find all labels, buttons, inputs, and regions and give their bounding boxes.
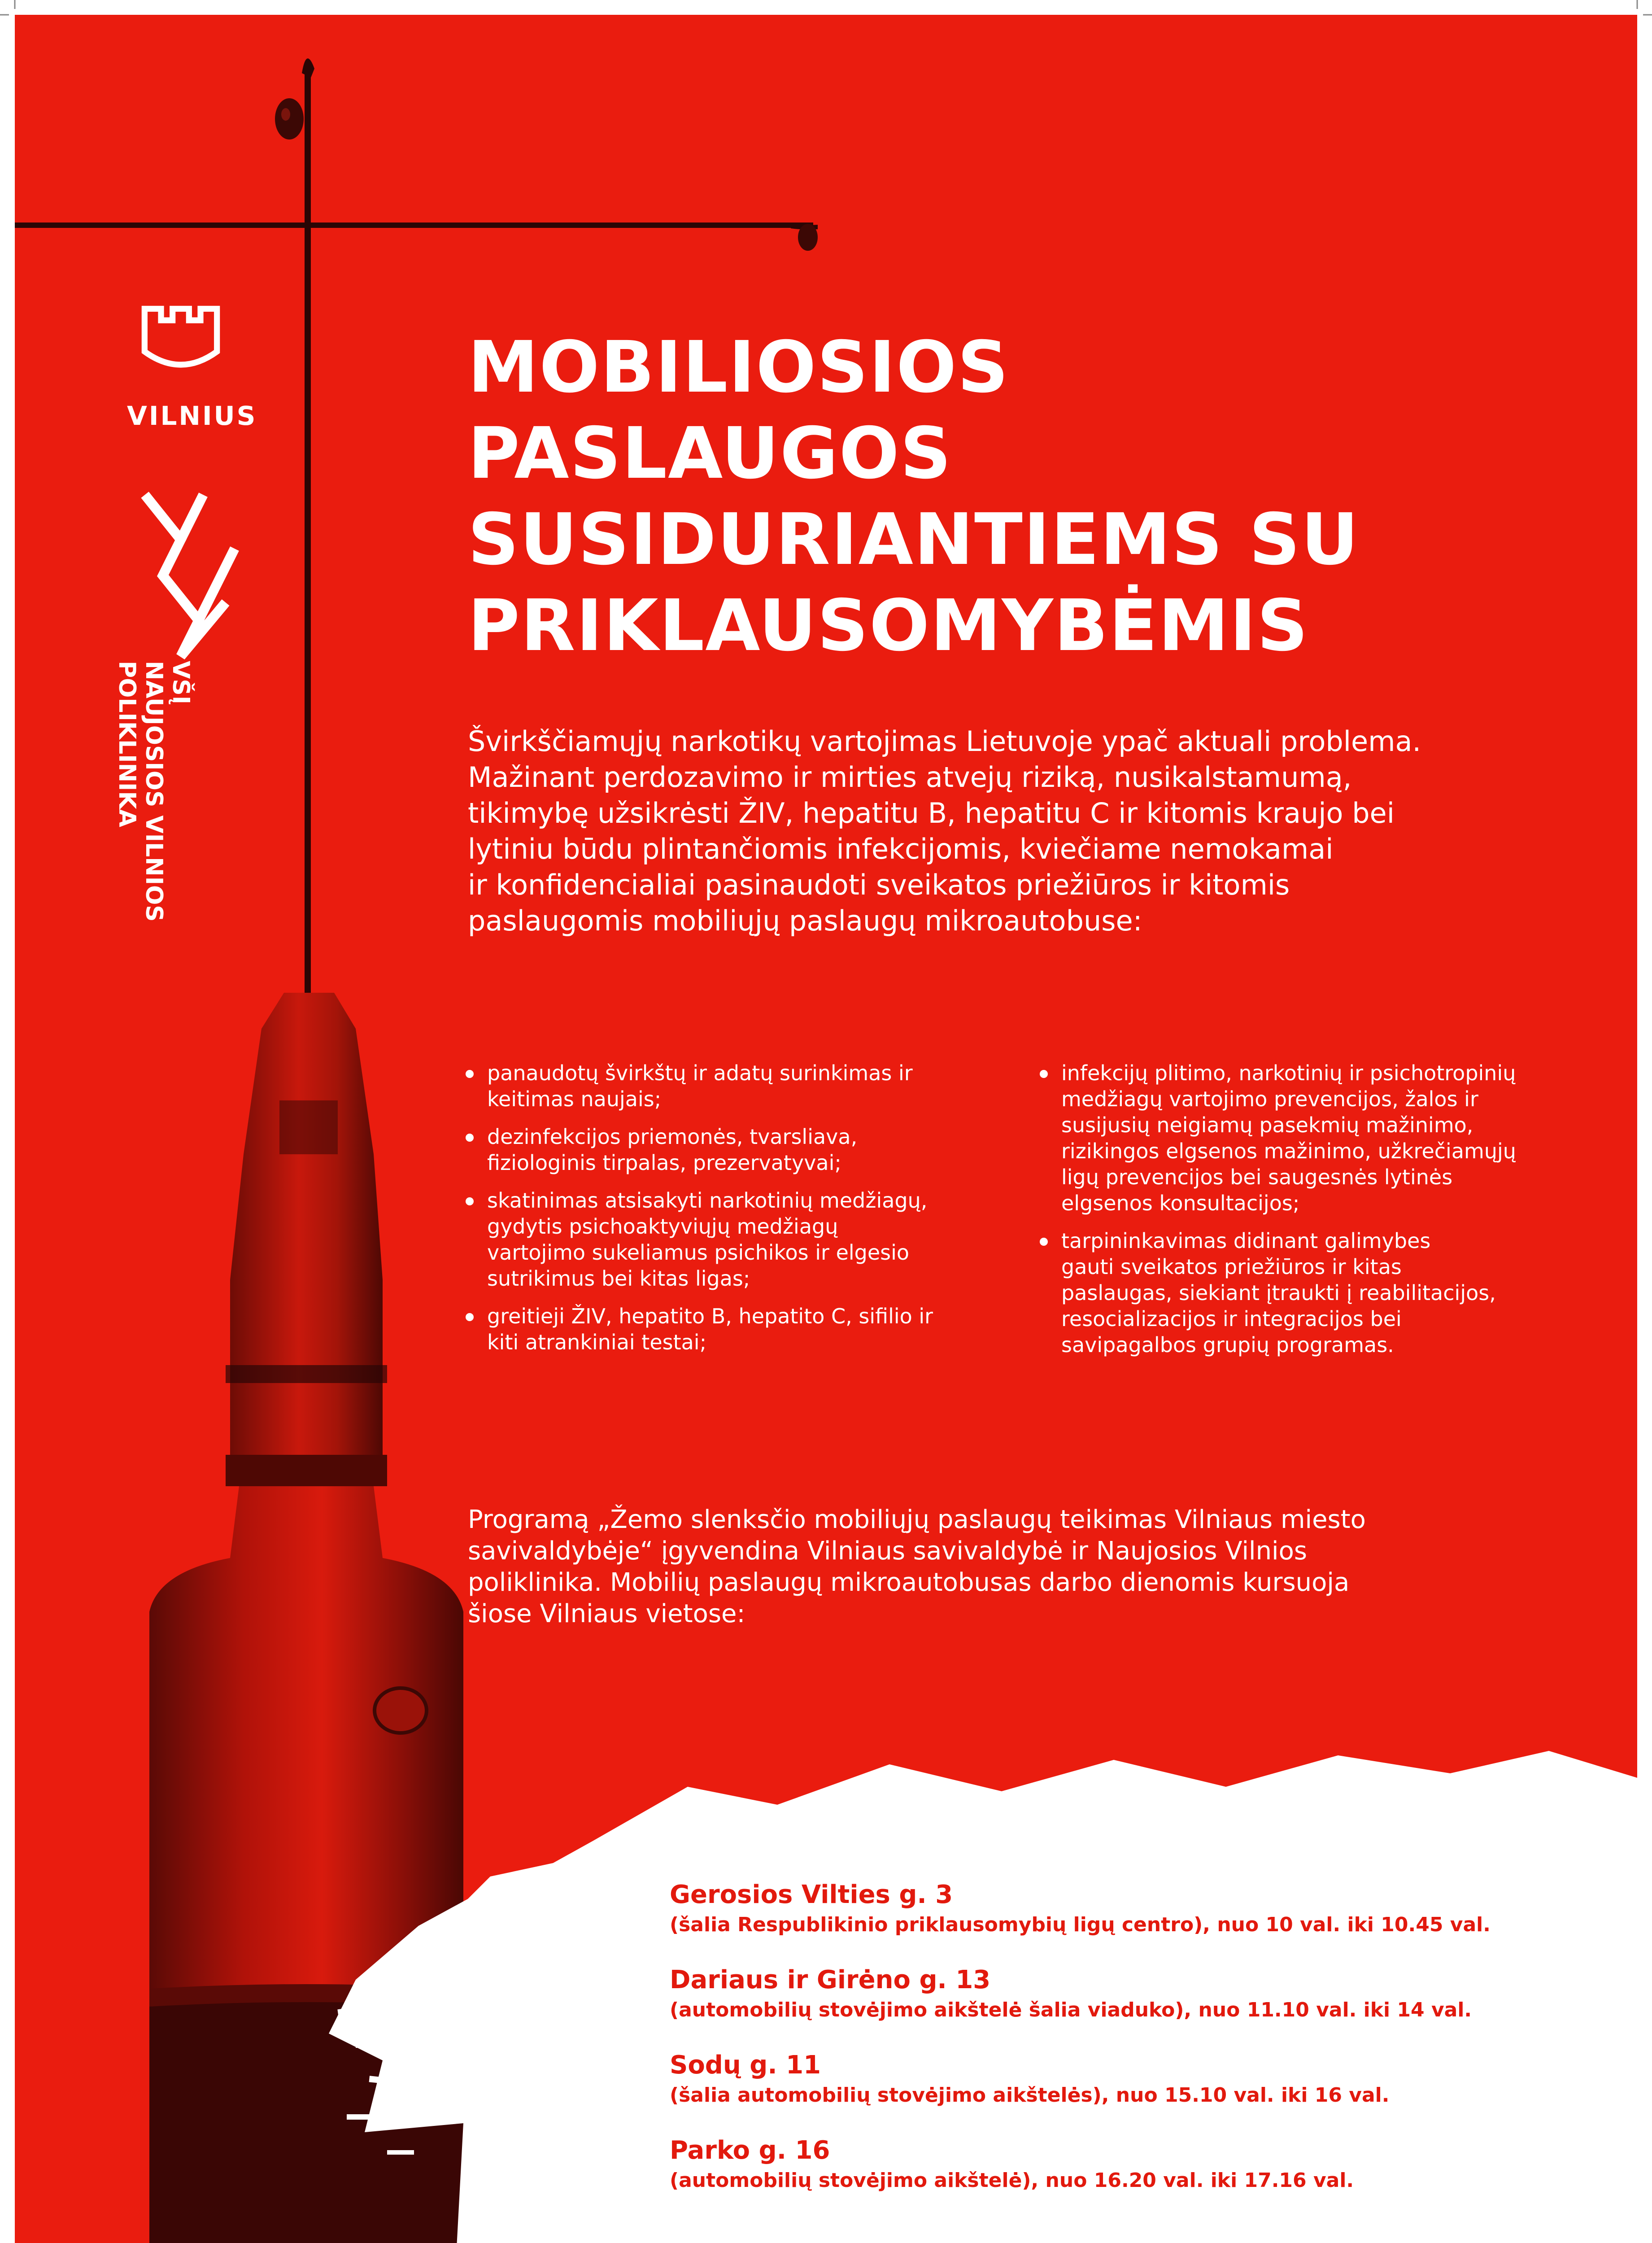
list-item-line: infekcijų plitimo, narkotinių ir psichotropinių [1061,1061,1516,1085]
poliklinika-logo-text [113,661,320,948]
title-line: PRIKLAUSOMYBĖMIS [468,585,1309,667]
bullet-icon [466,1197,474,1205]
location-desc: (šalia Respublikinio priklausomybių ligų centro), nuo 10 val. iki 10.45 val. [670,1913,1491,1936]
poliklinika-line-3: POLIKLINIKA [113,661,140,827]
list-item-line: medžiagų vartojimo prevencijos, žalos ir [1061,1087,1478,1111]
location-entry [670,2134,1634,2195]
list-item [466,1060,1022,1112]
list-item-line: rizikingos elgsenos mažinimo, užkrečiamųjų [1061,1139,1516,1163]
list-item [466,1187,1022,1292]
list-item-line: vartojimo sukeliamus psichikos ir elgesio [487,1240,910,1265]
list-item-line: fiziologinis tirpalas, prezervatyvai; [487,1151,841,1175]
program-line: Programą „Žemo slenksčio mobiliųjų paslaugų teikimas Vilniaus miesto [468,1505,1366,1534]
intro-line: lytiniu būdu plintančiomis infekcijomis, kviečiame nemokamai [468,833,1334,865]
location-desc: (automobilių stovėjimo aikštelė), nuo 16.20 val. iki 17.16 val. [670,2169,1354,2192]
page-title [468,324,1589,669]
location-desc: (automobilių stovėjimo aikštelė šalia viaduko), nuo 11.10 val. iki 14 val. [670,1999,1472,2021]
bullet-icon [466,1134,474,1142]
list-item-line: gydytis psichoaktyviųjų medžiagų [487,1214,838,1239]
castle-tower-icon [131,302,230,378]
list-item-line: elgsenos konsultacijos; [1061,1191,1300,1215]
list-item [466,1124,1022,1176]
bullet-icon [466,1070,474,1078]
list-item-line: greitieji ŽIV, hepatito B, hepatito C, sifilio ir [487,1304,933,1328]
location-entry [670,1964,1634,2024]
intro-line: Mažinant perdozavimo ir mirties atvejų riziką, nusikalstamumą, [468,761,1352,794]
poster [15,15,1637,2243]
intro-line: ir konfidencialiai pasinaudoti sveikatos priežiūros ir kitomis [468,868,1290,901]
list-item [466,1303,1022,1355]
list-item-line: skatinimas atsisakyti narkotinių medžiagų, [487,1188,928,1213]
list-item-line: tarpininkavimas didinant galimybes [1061,1229,1431,1253]
location-desc: (šalia automobilių stovėjimo aikštelės), nuo 15.10 val. iki 16 val. [670,2084,1390,2107]
list-item-line: resocializacijos ir integracijos bei [1061,1307,1402,1331]
program-line: šiose Vilniaus vietose: [468,1599,745,1628]
vilnius-logo-text: VILNIUS [127,401,257,431]
intro-line: tikimybę užsikrėsti ŽIV, hepatitu B, hepatitu C ir kitomis kraujo bei [468,797,1395,829]
location-entry [670,1879,1634,1939]
list-item [1040,1228,1596,1358]
services-list-left [466,1060,1022,1367]
poliklinika-mark-icon [136,486,244,674]
program-line: poliklinika. Mobilių paslaugų mikroautobusas darbo dienomis kursuoja [468,1568,1350,1597]
list-item-line: keitimas naujais; [487,1087,662,1111]
location-name: Parko g. 16 [670,2136,830,2165]
services-list-right [1040,1060,1596,1370]
intro-line: Švirkščiamųjų narkotikų vartojimas Lietuvoje ypač aktuali problema. [468,725,1421,758]
poliklinika-line-2: NAUJOSIOS VILNIOS [140,661,167,922]
bullet-icon [466,1313,474,1321]
list-item-line: paslaugas, siekiant įtraukti į reabilitacijos, [1061,1281,1496,1305]
program-paragraph [468,1504,1544,1630]
bullet-icon [1040,1238,1048,1246]
intro-line: paslaugomis mobiliųjų paslaugų mikroautobuse: [468,904,1142,937]
list-item-line: sutrikimus bei kitas ligas; [487,1266,750,1291]
title-line: MOBILIOSIOS [468,326,1010,409]
location-name: Sodų g. 11 [670,2051,821,2080]
location-name: Dariaus ir Girėno g. 13 [670,1965,991,1994]
list-item [1040,1060,1596,1216]
location-name: Gerosios Vilties g. 3 [670,1880,953,1909]
title-line: PASLAUGOS [468,412,952,495]
poliklinika-line-1: VŠĮ [167,661,194,705]
list-item-line: panaudotų švirkštų ir adatų surinkimas ir [487,1061,913,1085]
list-item-line: kiti atrankiniai testai; [487,1330,707,1354]
list-item-line: dezinfekcijos priemonės, tvarsliava, [487,1125,858,1149]
list-item-line: susijusių neigiamų pasekmių mažinimo, [1061,1113,1473,1137]
program-line: savivaldybėje“ įgyvendina Vilniaus savivaldybė ir Naujosios Vilnios [468,1536,1308,1566]
list-item-line: ligų prevencijos bei saugesnės lytinės [1061,1165,1453,1189]
list-item-line: gauti sveikatos priežiūros ir kitas [1061,1255,1402,1279]
list-item-line: savipagalbos grupių programas. [1061,1333,1394,1357]
intro-paragraph [468,724,1589,939]
location-entry [670,2049,1634,2109]
title-line: SUSIDURIANTIEMS SU [468,498,1360,581]
bullet-icon [1040,1070,1048,1078]
